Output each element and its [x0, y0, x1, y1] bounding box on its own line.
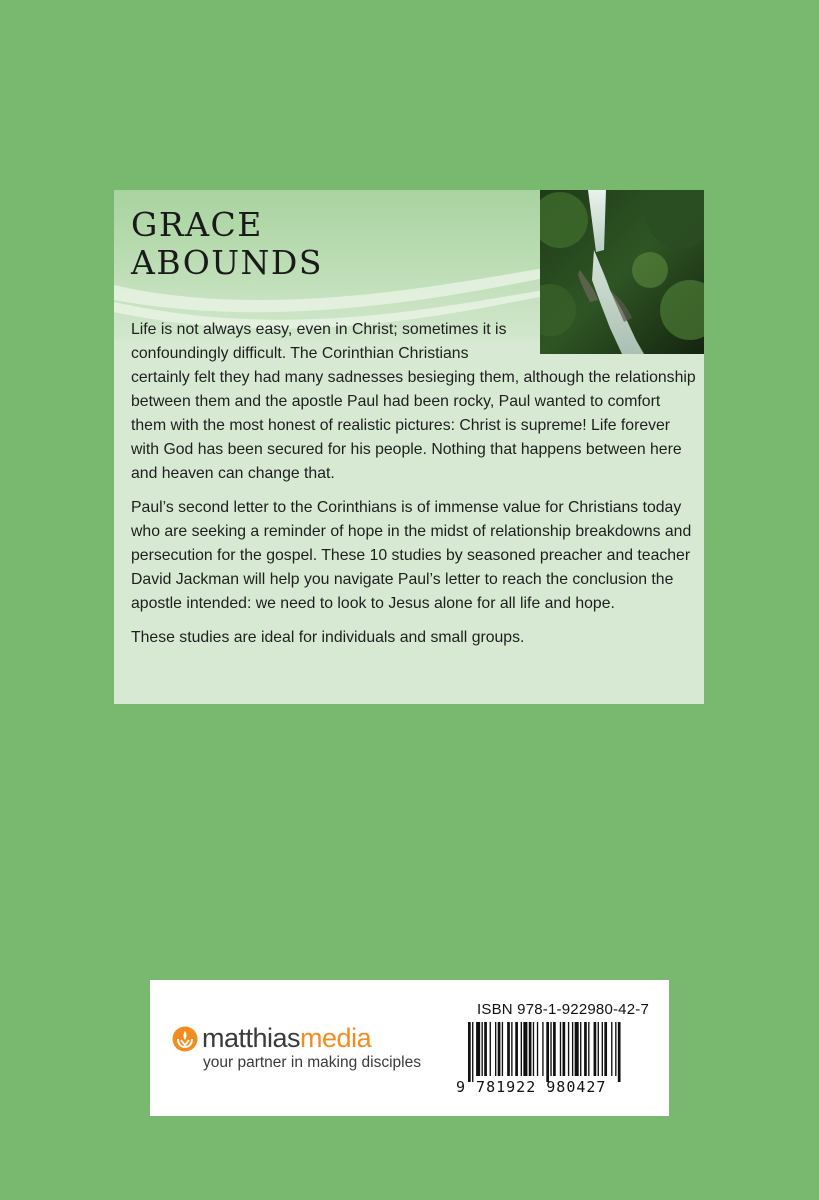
barcode-bar — [472, 1022, 473, 1082]
barcode-bar — [490, 1022, 491, 1076]
barcode-bar — [550, 1022, 551, 1076]
barcode-bar — [563, 1022, 566, 1076]
publisher-tagline: your partner in making disciples — [203, 1054, 421, 1071]
barcode-bar — [598, 1022, 599, 1076]
blurb-paragraph-1-rest: certainly felt they had many sadnesses besieging them, although the relationship between them and the apostle Paul had been rocky, Paul wanted to comfort them with the most honest of realistic pictures: Christ is supreme! Life forever with God has been secured for his people. Nothing that happens between here and heaven can change that. — [131, 369, 696, 482]
barcode-bar — [502, 1022, 503, 1076]
barcode-bar — [602, 1022, 603, 1076]
barcode-bar — [507, 1022, 510, 1076]
barcode-bar — [495, 1022, 496, 1076]
barcode-bar — [618, 1022, 621, 1082]
barcode-bar — [588, 1022, 589, 1076]
barcode-bar — [568, 1022, 569, 1076]
barcode-bar — [511, 1022, 512, 1076]
barcode-bar — [580, 1022, 581, 1076]
barcode-bar — [468, 1022, 471, 1082]
blurb-paragraph-1 — [131, 318, 696, 486]
barcode-bar — [560, 1022, 561, 1076]
barcode-bar — [542, 1022, 543, 1076]
barcode-bar — [529, 1022, 532, 1076]
barcode-bar — [553, 1022, 556, 1076]
publisher-box — [150, 980, 669, 1116]
matthias-media-logo-icon — [172, 1026, 198, 1052]
barcode-bar — [572, 1022, 573, 1076]
barcode-bar — [523, 1022, 527, 1076]
isbn-label: ISBN 978-1-922980-42-7 — [477, 1001, 650, 1018]
blurb-paragraph-3: These studies are ideal for individuals and small groups. — [131, 629, 525, 646]
publisher-logo — [172, 1023, 421, 1072]
barcode-bar — [521, 1022, 522, 1076]
barcode-bar — [533, 1022, 534, 1076]
barcode-bar — [515, 1022, 518, 1076]
barcode-bar — [476, 1022, 480, 1076]
barcode-bar — [546, 1022, 549, 1082]
brand-part-1: matthias — [202, 1023, 301, 1053]
brand-name — [202, 1023, 371, 1054]
blurb — [131, 318, 696, 660]
blurb-paragraph-1-intro: Life is not always easy, even in Christ; sometimes it is confoundingly difficult. The Corinthian Christians — [131, 321, 507, 362]
title-line-1: GRACE — [131, 205, 263, 244]
brand-part-2: media — [300, 1023, 372, 1053]
book-title — [131, 206, 323, 282]
barcode-bar — [615, 1022, 616, 1076]
barcode-bar — [594, 1022, 597, 1076]
barcode-bar — [482, 1022, 483, 1076]
barcode-bar — [498, 1022, 501, 1076]
barcode-bar — [584, 1022, 587, 1076]
blurb-paragraph-2: Paul’s second letter to the Corinthians is of immense value for Christians today who are seeking a reminder of hope in the midst of relationship breakdowns and persecution for the gospel. These 10 studies by seasoned preacher and teacher David Jackman will help you navigate Paul’s letter to reach the conclusion the apostle intended: we need to look to Jesus alone for all life and hope. — [131, 499, 692, 612]
barcode-bar — [611, 1022, 612, 1076]
barcode-bar — [575, 1022, 579, 1076]
barcode-bar — [484, 1022, 487, 1076]
description-panel — [114, 190, 704, 704]
barcode-bar — [537, 1022, 538, 1076]
barcode-digits: 9 781922 980427 — [456, 1078, 607, 1096]
barcode — [468, 1022, 648, 1082]
barcode-bar — [604, 1022, 607, 1076]
title-line-2: ABOUNDS — [131, 243, 323, 282]
